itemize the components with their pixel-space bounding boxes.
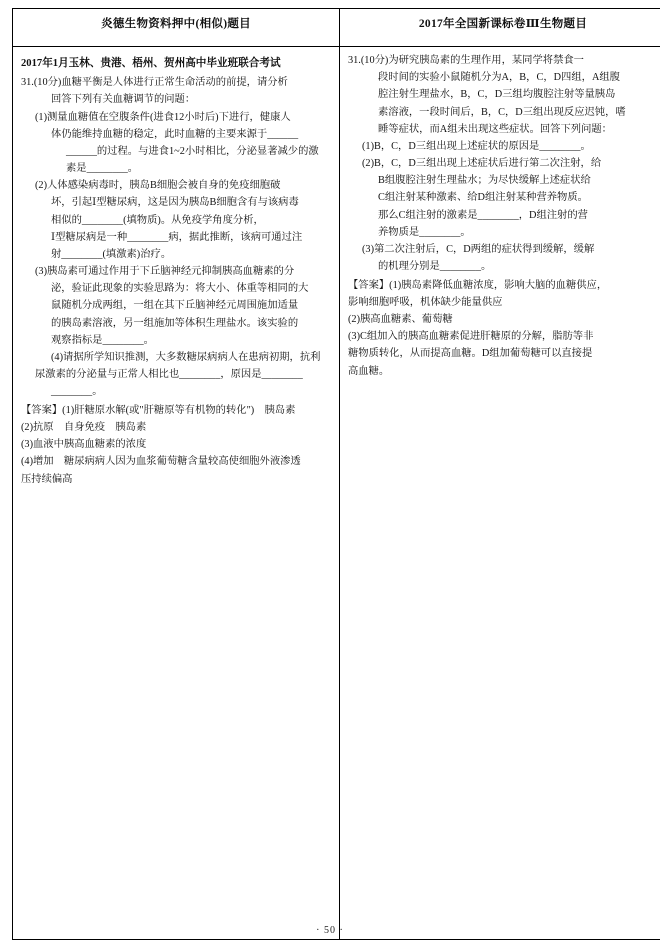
header-right-cell: 2017年全国新课标卷Ⅲ生物题目 [340,9,660,47]
right-column-content [340,47,660,940]
left-line: 尿激素的分泌量与正常人相比也________，原因是________ [35,369,303,381]
table-header-row [13,9,660,47]
right-line: (2)B，C，D三组出现上述症状后进行第二次注射，给 [362,158,602,170]
page-number: · 50 · [316,925,344,936]
left-line: Ⅰ型糖尿病是一种________病，据此推断，该病可通过注 [51,231,303,243]
source-title: 2017年1月玉林、贵港、梧州、贺州高中毕业班联合考试 [21,58,281,69]
right-line: 31.(10分)为研究胰岛素的生理作用，某同学将禁食一 [348,55,584,66]
right-line: C组注射某种激素、给D组注射某种营养物质。 [378,192,588,204]
left-line: 体仍能维持血糖的稳定，此时血糖的主要来源于______ [51,128,299,140]
header-left-cell: 炎德生物资料押中(相似)题目 [13,9,340,47]
right-answer-line: (2)胰高血糖素、葡萄糖 [348,314,453,326]
left-line: (1)测量血糖值在空腹条件(进食12小时后)下进行，健康人 [35,111,291,123]
left-column-content [13,47,340,940]
left-answer-line: (4)增加 糖尿病病人因为血浆葡萄糖含量较高使细胞外液渗透 [21,456,301,468]
left-answer-line: 【答案】(1)肝糖原水解(或"肝糖原等有机物的转化") 胰岛素 [21,404,296,416]
left-line: 观察指标是________。 [51,334,154,346]
left-line: 的胰岛素溶液，另一组施加等体积生理盐水。该实验的 [51,317,299,329]
right-line: 素溶液，一段时间后，B，C，D三组出现反应迟钝，嗜 [378,106,626,118]
left-line: 坏，引起Ⅰ型糖尿病，这是因为胰岛B细胞含有与该病毒 [51,197,299,209]
left-line: 相似的________(填物质)。从免疫学角度分析， [51,214,264,226]
left-line: ______的过程。与进食1~2小时相比，分泌显著减少的激 [66,145,319,157]
left-answer-line: (3)血液中胰高血糖素的浓度 [21,439,147,451]
right-answer-line: (3)C组加入的胰高血糖素促进肝糖原的分解，脂肪等非 [348,331,594,343]
right-line: 段时间的实验小鼠随机分为A，B，C，D四组，A组腹 [378,72,620,84]
right-line: 腔注射生理盐水，B，C，D三组均腹腔注射等量胰岛 [378,89,616,101]
right-line: 的机理分别是________。 [378,261,492,273]
right-line: (3)第二次注射后，C，D两组的症状得到缓解，缓解 [362,243,595,255]
left-line: 素是________。 [66,163,139,175]
right-answer-line: 【答案】(1)胰岛素降低血糖浓度，影响大脑的血糖供应， [348,279,608,291]
left-line: (3)胰岛素可通过作用于下丘脑神经元抑制胰高血糖素的分 [35,266,295,278]
right-line: (1)B，C，D三组出现上述症状的原因是________。 [362,140,591,152]
right-answer-line: 高血糖。 [348,365,390,377]
right-line: 那么C组注射的激素是________，D组注射的营 [378,209,588,221]
right-answer-line: 影响细胞呼吸，机体缺少能量供应 [348,296,503,308]
right-line: 睡等症状，而A组未出现这些症状。回答下列问题： [378,123,612,135]
left-line: 鼠随机分成两组，一组在其下丘脑神经元周围施加适量 [51,300,299,312]
right-answer-line: 糖物质转化，从而提高血糖。D组加葡萄糖可以直接提 [348,348,593,360]
left-line: 31.(10分)血糖平衡是人体进行正常生命活动的前提，请分析 [21,77,288,89]
left-answer-line: 压持续偏高 [21,473,73,485]
left-line: 泌，验证此现象的实验思路为：将大小、体重等相同的大 [51,283,309,295]
right-line: B组腹腔注射生理盐水；为尽快缓解上述症状给 [378,175,591,187]
table-body-row [13,47,660,940]
left-line: 回答下列有关血糖调节的问题： [51,94,196,106]
left-line: (2)人体感染病毒时，胰岛B细胞会被自身的免疫细胞破 [35,180,281,192]
left-line: ________。 [51,386,103,398]
right-line: 养物质是________。 [378,226,471,238]
left-answer-line: (2)抗原 自身免疫 胰岛素 [21,422,147,434]
left-line: 射________(填激素)治疗。 [51,248,172,260]
left-line: (4)请据所学知识推测，大多数糖尿病病人在患病初期，抗利 [51,351,321,363]
comparison-table [12,8,660,940]
